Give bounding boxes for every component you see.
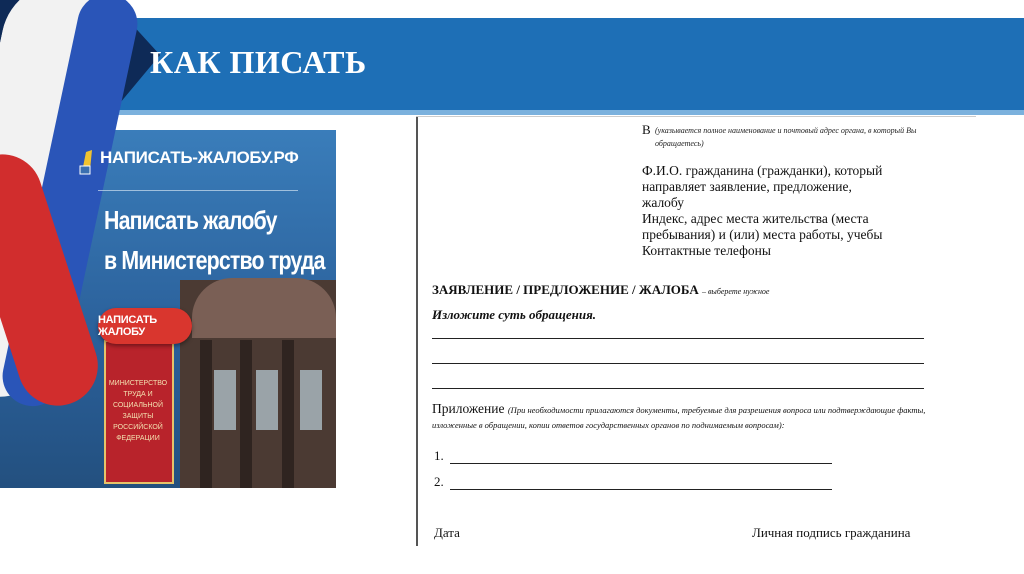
essence-line bbox=[432, 363, 924, 364]
building-column bbox=[282, 340, 294, 488]
building-window bbox=[214, 370, 236, 430]
form-heading-hint: – выберете нужное bbox=[701, 287, 770, 296]
building-window bbox=[300, 370, 322, 430]
page-title: КАК ПИСАТЬ bbox=[150, 44, 367, 80]
sender-line: направляет заявление, предложение, bbox=[642, 179, 852, 194]
form-heading bbox=[432, 282, 769, 298]
form-left-border bbox=[416, 116, 418, 546]
addressee-label: В bbox=[642, 122, 651, 137]
building-column bbox=[200, 340, 212, 488]
sender-line: Индекс, адрес места жительства (места bbox=[642, 211, 869, 226]
write-complaint-button: НАПИСАТЬ ЖАЛОБУ bbox=[98, 308, 192, 344]
banner-divider bbox=[98, 190, 298, 191]
sender-line: жалобу bbox=[642, 195, 685, 210]
sender-line: пребывания) и (или) места работы, учебы bbox=[642, 227, 883, 242]
form-heading-text: ЗАЯВЛЕНИЕ / ПРЕДЛОЖЕНИЕ / ЖАЛОБА bbox=[432, 282, 699, 297]
attachment-item-number: 2. bbox=[434, 474, 444, 489]
banner-site-name: НАПИСАТЬ-ЖАЛОБУ.РФ bbox=[100, 148, 299, 167]
essence-line bbox=[432, 338, 924, 339]
banner-mask bbox=[336, 130, 416, 488]
attachment-item-number: 1. bbox=[434, 448, 444, 463]
attachment-label: Приложение bbox=[432, 401, 505, 416]
banner-mask-bottom bbox=[0, 488, 416, 574]
signature-label: Личная подпись гражданина bbox=[752, 525, 911, 540]
header-underline bbox=[0, 110, 1024, 115]
essence-label: Изложите суть обращения. bbox=[432, 307, 597, 322]
banner-headline-line1: Написать жалобу bbox=[104, 205, 277, 235]
building-window bbox=[256, 370, 278, 430]
form-top-border bbox=[416, 116, 976, 117]
building-column bbox=[240, 340, 252, 488]
ministry-plaque-text: МИНИСТЕРСТВО ТРУДА И СОЦИАЛЬНОЙ ЗАЩИТЫ РОССИЙСКОЙ ФЕДЕРАЦИИ bbox=[108, 380, 168, 442]
sender-block bbox=[642, 163, 962, 259]
attachment-block bbox=[432, 402, 962, 432]
building-canopy bbox=[192, 278, 336, 338]
sender-line: Ф.И.О. гражданина (гражданки), который bbox=[642, 163, 883, 178]
banner-headline-line2: в Министерство труда bbox=[104, 245, 325, 275]
sender-line: Контактные телефоны bbox=[642, 243, 771, 258]
addressee-hint: (указывается полное наименование и почтовый адрес органа, в который Вы обращаетесь) bbox=[655, 126, 917, 148]
banner-headline bbox=[104, 200, 334, 280]
attachment-item-line bbox=[450, 489, 832, 490]
pen-icon bbox=[78, 146, 98, 176]
attachment-hint: (При необходимости прилагаются документы, требуемые для разрешения вопроса или подтверждающие факты, изложенные в обращении, копии ответов государственных органов по поднимаемым вопросам): bbox=[432, 405, 926, 430]
date-label: Дата bbox=[434, 525, 460, 540]
attachment-item-line bbox=[450, 463, 832, 464]
essence-line bbox=[432, 388, 924, 389]
